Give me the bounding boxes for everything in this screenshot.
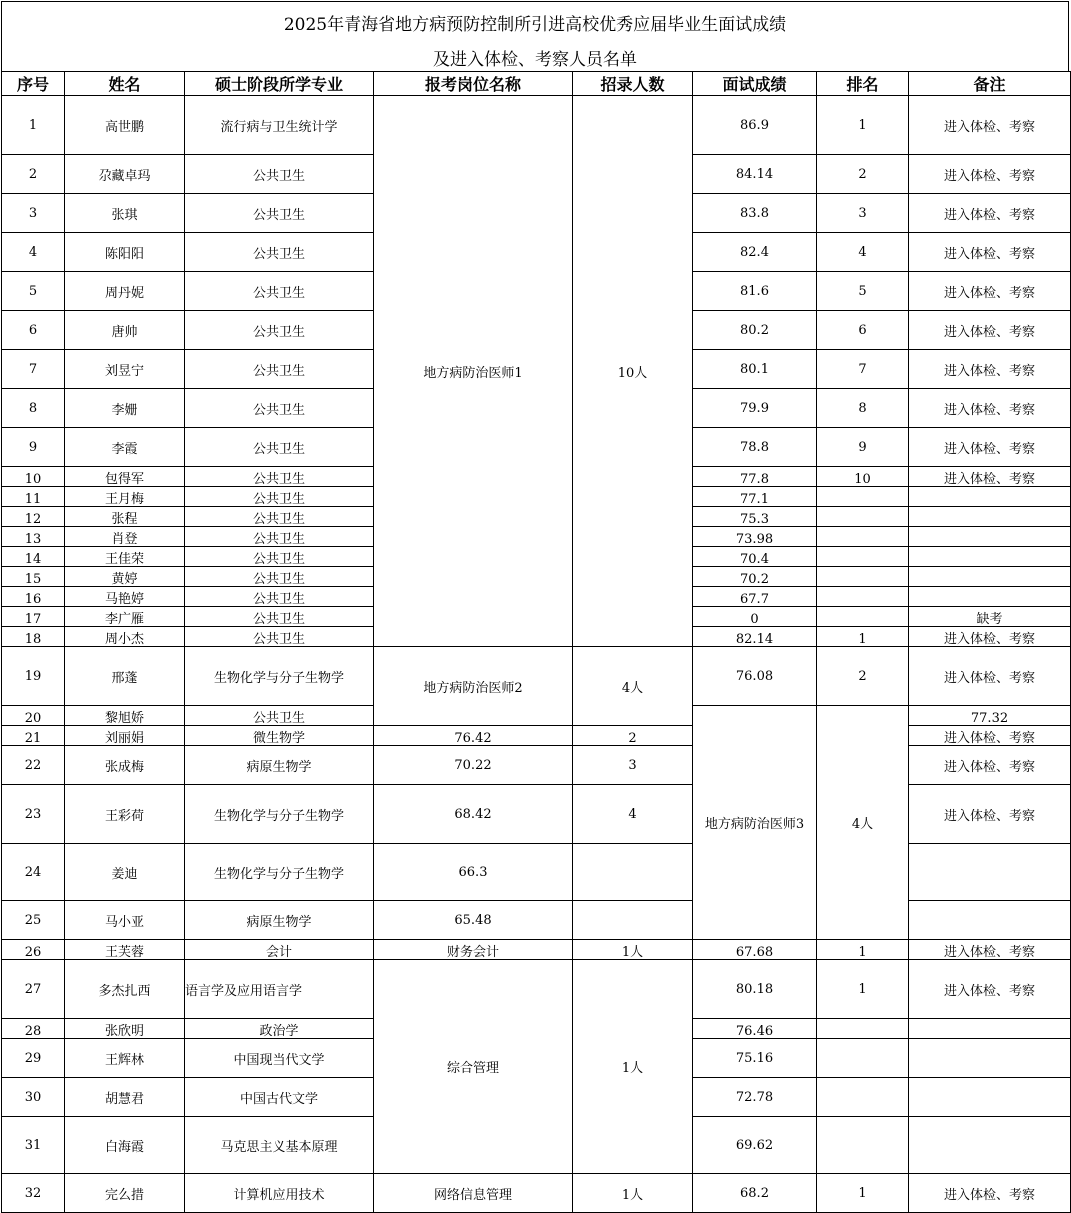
- cell-major: 公共卫生: [185, 350, 374, 389]
- table-row: [2, 746, 1071, 785]
- cell-name: 黎旭娇: [65, 706, 185, 726]
- cell-rank: [817, 487, 909, 507]
- cell-score: 0: [693, 607, 817, 627]
- cell-no: 5: [2, 272, 65, 311]
- cell-count: 10人: [573, 96, 693, 647]
- cell-count: 1人: [573, 960, 693, 1174]
- table-row: [2, 844, 1071, 901]
- cell-major: 语言学及应用语言学: [185, 960, 374, 1019]
- cell-score: 76.08: [693, 647, 817, 706]
- cell-no: 13: [2, 527, 65, 547]
- cell-no: 28: [2, 1019, 65, 1039]
- cell-score: 72.78: [693, 1078, 817, 1117]
- cell-name: 刘昱宁: [65, 350, 185, 389]
- cell-rank: [817, 507, 909, 527]
- cell-no: 30: [2, 1078, 65, 1117]
- cell-note: 进入体检、考察: [909, 233, 1071, 272]
- cell-post: 网络信息管理: [374, 1174, 573, 1213]
- cell-score: 82.4: [693, 233, 817, 272]
- cell-no: 25: [2, 901, 65, 940]
- cell-no: 23: [2, 785, 65, 844]
- cell-name: 周小杰: [65, 627, 185, 647]
- cell-no: 1: [2, 96, 65, 155]
- table-row: [2, 1174, 1071, 1213]
- cell-count: 1人: [573, 1174, 693, 1213]
- cell-major: 流行病与卫生统计学: [185, 96, 374, 155]
- score-table: [1, 71, 1071, 1213]
- cell-note: 进入体检、考察: [909, 389, 1071, 428]
- cell-rank: 1: [817, 1174, 909, 1213]
- cell-major: 马克思主义基本原理: [185, 1117, 374, 1174]
- cell-major: 政治学: [185, 1019, 374, 1039]
- cell-name: 马小亚: [65, 901, 185, 940]
- cell-rank: 2: [573, 726, 693, 746]
- cell-no: 22: [2, 746, 65, 785]
- cell-no: 19: [2, 647, 65, 706]
- cell-score: 66.3: [374, 844, 573, 901]
- cell-note: [909, 844, 1071, 901]
- cell-count: 4人: [817, 706, 909, 940]
- cell-score: 82.14: [693, 627, 817, 647]
- header-count: 招录人数: [573, 72, 693, 96]
- cell-note: [909, 1019, 1071, 1039]
- cell-score: 67.7: [693, 587, 817, 607]
- cell-note: [909, 1117, 1071, 1174]
- cell-name: 姜迪: [65, 844, 185, 901]
- cell-post: 财务会计: [374, 940, 573, 960]
- cell-score: 75.3: [693, 507, 817, 527]
- cell-rank: 3: [817, 194, 909, 233]
- cell-score: 77.1: [693, 487, 817, 507]
- cell-major: 公共卫生: [185, 428, 374, 467]
- cell-count: 4人: [573, 647, 693, 726]
- cell-name: 张琪: [65, 194, 185, 233]
- cell-note: 进入体检、考察: [909, 1174, 1071, 1213]
- cell-major: 公共卫生: [185, 487, 374, 507]
- cell-no: 18: [2, 627, 65, 647]
- cell-score: 67.68: [693, 940, 817, 960]
- cell-major: 公共卫生: [185, 507, 374, 527]
- cell-note: 进入体检、考察: [909, 940, 1071, 960]
- cell-note: 进入体检、考察: [909, 467, 1071, 487]
- cell-major: 生物化学与分子生物学: [185, 844, 374, 901]
- cell-score: 73.98: [693, 527, 817, 547]
- sheet-subtitle: 及进入体检、考察人员名单: [1, 46, 1069, 71]
- cell-name: 刘丽娟: [65, 726, 185, 746]
- cell-score: 77.8: [693, 467, 817, 487]
- table-row: [2, 901, 1071, 940]
- cell-name: 唐帅: [65, 311, 185, 350]
- cell-no: 10: [2, 467, 65, 487]
- cell-major: 微生物学: [185, 726, 374, 746]
- cell-note: [909, 527, 1071, 547]
- cell-note: 进入体检、考察: [909, 726, 1071, 746]
- cell-rank: [817, 547, 909, 567]
- cell-no: 24: [2, 844, 65, 901]
- cell-no: 27: [2, 960, 65, 1019]
- table-row: [2, 960, 1071, 1019]
- cell-major: 公共卫生: [185, 155, 374, 194]
- cell-major: 公共卫生: [185, 194, 374, 233]
- cell-major: 会计: [185, 940, 374, 960]
- header-row: [2, 72, 1071, 96]
- cell-name: 王月梅: [65, 487, 185, 507]
- header-rank: 排名: [817, 72, 909, 96]
- table-row: [2, 647, 1071, 706]
- cell-rank: 1: [817, 940, 909, 960]
- cell-score: 79.9: [693, 389, 817, 428]
- cell-rank: 1: [817, 960, 909, 1019]
- cell-name: 白海霞: [65, 1117, 185, 1174]
- cell-note: 进入体检、考察: [909, 627, 1071, 647]
- header-score: 面试成绩: [693, 72, 817, 96]
- sheet-title: 2025年青海省地方病预防控制所引进高校优秀应届毕业生面试成绩: [1, 1, 1069, 46]
- cell-note: 进入体检、考察: [909, 272, 1071, 311]
- cell-name: 李广雁: [65, 607, 185, 627]
- table-row: [2, 726, 1071, 746]
- cell-rank: [817, 1117, 909, 1174]
- cell-name: 多杰扎西: [65, 960, 185, 1019]
- cell-score: 65.48: [374, 901, 573, 940]
- cell-no: 6: [2, 311, 65, 350]
- cell-name: 张成梅: [65, 746, 185, 785]
- cell-name: 邢蓬: [65, 647, 185, 706]
- cell-rank: 1: [817, 627, 909, 647]
- cell-rank: 2: [817, 155, 909, 194]
- cell-no: 14: [2, 547, 65, 567]
- cell-score: 70.22: [374, 746, 573, 785]
- cell-score: 70.4: [693, 547, 817, 567]
- cell-name: 马艳婷: [65, 587, 185, 607]
- cell-no: 11: [2, 487, 65, 507]
- cell-score: 68.42: [374, 785, 573, 844]
- cell-no: 4: [2, 233, 65, 272]
- cell-rank: [817, 567, 909, 587]
- cell-major: 中国古代文学: [185, 1078, 374, 1117]
- cell-name: 肖登: [65, 527, 185, 547]
- cell-major: 生物化学与分子生物学: [185, 785, 374, 844]
- cell-name: 王芙蓉: [65, 940, 185, 960]
- cell-note: 进入体检、考察: [909, 194, 1071, 233]
- cell-name: 张程: [65, 507, 185, 527]
- cell-name: 胡慧君: [65, 1078, 185, 1117]
- cell-no: 29: [2, 1039, 65, 1078]
- cell-no: 7: [2, 350, 65, 389]
- cell-rank: 2: [817, 647, 909, 706]
- cell-score: 86.9: [693, 96, 817, 155]
- cell-major: 公共卫生: [185, 272, 374, 311]
- cell-no: 9: [2, 428, 65, 467]
- cell-name: 王辉林: [65, 1039, 185, 1078]
- cell-name: 陈阳阳: [65, 233, 185, 272]
- cell-no: 3: [2, 194, 65, 233]
- cell-rank: 10: [817, 467, 909, 487]
- cell-score: 80.2: [693, 311, 817, 350]
- cell-note: [909, 547, 1071, 567]
- cell-no: 2: [2, 155, 65, 194]
- table-row: [2, 785, 1071, 844]
- cell-rank: 7: [817, 350, 909, 389]
- table-row: [2, 940, 1071, 960]
- cell-major: 公共卫生: [185, 607, 374, 627]
- cell-note: [909, 487, 1071, 507]
- cell-major: 公共卫生: [185, 467, 374, 487]
- cell-score: 76.42: [374, 726, 573, 746]
- cell-rank: [817, 1078, 909, 1117]
- cell-name: 高世鹏: [65, 96, 185, 155]
- cell-score: 84.14: [693, 155, 817, 194]
- cell-name: 张欣明: [65, 1019, 185, 1039]
- cell-no: 17: [2, 607, 65, 627]
- cell-note: [909, 901, 1071, 940]
- cell-rank: 1: [817, 96, 909, 155]
- cell-name: 周丹妮: [65, 272, 185, 311]
- cell-major: 中国现当代文学: [185, 1039, 374, 1078]
- cell-no: 8: [2, 389, 65, 428]
- cell-score: 77.32: [909, 706, 1071, 726]
- cell-note: 进入体检、考察: [909, 647, 1071, 706]
- cell-rank: [817, 587, 909, 607]
- cell-no: 26: [2, 940, 65, 960]
- cell-note: 缺考: [909, 607, 1071, 627]
- cell-no: 20: [2, 706, 65, 726]
- cell-note: [909, 1039, 1071, 1078]
- cell-post: 综合管理: [374, 960, 573, 1174]
- cell-note: 进入体检、考察: [909, 746, 1071, 785]
- cell-note: [909, 567, 1071, 587]
- header-name: 姓名: [65, 72, 185, 96]
- header-no: 序号: [2, 72, 65, 96]
- cell-major: 计算机应用技术: [185, 1174, 374, 1213]
- cell-note: 进入体检、考察: [909, 428, 1071, 467]
- cell-post: 地方病防治医师2: [374, 647, 573, 726]
- cell-rank: [817, 527, 909, 547]
- cell-rank: 6: [817, 311, 909, 350]
- cell-score: 80.18: [693, 960, 817, 1019]
- cell-note: [909, 587, 1071, 607]
- header-note: 备注: [909, 72, 1071, 96]
- cell-major: 公共卫生: [185, 547, 374, 567]
- cell-name: 李姗: [65, 389, 185, 428]
- cell-note: 进入体检、考察: [909, 960, 1071, 1019]
- header-post: 报考岗位名称: [374, 72, 573, 96]
- cell-name: 完么措: [65, 1174, 185, 1213]
- cell-name: 王彩荷: [65, 785, 185, 844]
- cell-no: 12: [2, 507, 65, 527]
- table-row: [2, 96, 1071, 155]
- cell-score: 80.1: [693, 350, 817, 389]
- cell-score: 83.8: [693, 194, 817, 233]
- cell-rank: 8: [817, 389, 909, 428]
- cell-major: 公共卫生: [185, 627, 374, 647]
- cell-count: 1人: [573, 940, 693, 960]
- cell-score: 75.16: [693, 1039, 817, 1078]
- cell-rank: 4: [573, 785, 693, 844]
- cell-major: 公共卫生: [185, 587, 374, 607]
- cell-score: 81.6: [693, 272, 817, 311]
- cell-major: 公共卫生: [185, 527, 374, 547]
- cell-major: 病原生物学: [185, 901, 374, 940]
- cell-rank: [817, 607, 909, 627]
- cell-no: 15: [2, 567, 65, 587]
- cell-note: 进入体检、考察: [909, 96, 1071, 155]
- cell-name: 包得军: [65, 467, 185, 487]
- cell-name: 黄婷: [65, 567, 185, 587]
- cell-note: 进入体检、考察: [909, 350, 1071, 389]
- cell-rank: 9: [817, 428, 909, 467]
- cell-post: 地方病防治医师1: [374, 96, 573, 647]
- cell-no: 16: [2, 587, 65, 607]
- cell-major: 生物化学与分子生物学: [185, 647, 374, 706]
- cell-note: 进入体检、考察: [909, 785, 1071, 844]
- cell-note: [909, 1078, 1071, 1117]
- cell-no: 21: [2, 726, 65, 746]
- cell-major: 病原生物学: [185, 746, 374, 785]
- cell-no: 31: [2, 1117, 65, 1174]
- cell-major: 公共卫生: [185, 311, 374, 350]
- cell-rank: [573, 844, 693, 901]
- cell-rank: [817, 1019, 909, 1039]
- header-major: 硕士阶段所学专业: [185, 72, 374, 96]
- cell-rank: 4: [817, 233, 909, 272]
- cell-major: 公共卫生: [185, 706, 374, 726]
- cell-name: 尕藏卓玛: [65, 155, 185, 194]
- table-body: [2, 96, 1071, 1213]
- cell-score: 76.46: [693, 1019, 817, 1039]
- cell-post: 地方病防治医师3: [693, 706, 817, 940]
- cell-score: 69.62: [693, 1117, 817, 1174]
- cell-score: 68.2: [693, 1174, 817, 1213]
- cell-name: 王佳荣: [65, 547, 185, 567]
- cell-score: 78.8: [693, 428, 817, 467]
- cell-rank: 3: [573, 746, 693, 785]
- cell-score: 70.2: [693, 567, 817, 587]
- cell-rank: [817, 1039, 909, 1078]
- cell-name: 李霞: [65, 428, 185, 467]
- cell-rank: 5: [817, 272, 909, 311]
- cell-major: 公共卫生: [185, 567, 374, 587]
- cell-note: [909, 507, 1071, 527]
- cell-major: 公共卫生: [185, 233, 374, 272]
- cell-major: 公共卫生: [185, 389, 374, 428]
- cell-rank: [573, 901, 693, 940]
- cell-note: 进入体检、考察: [909, 155, 1071, 194]
- cell-no: 32: [2, 1174, 65, 1213]
- cell-note: 进入体检、考察: [909, 311, 1071, 350]
